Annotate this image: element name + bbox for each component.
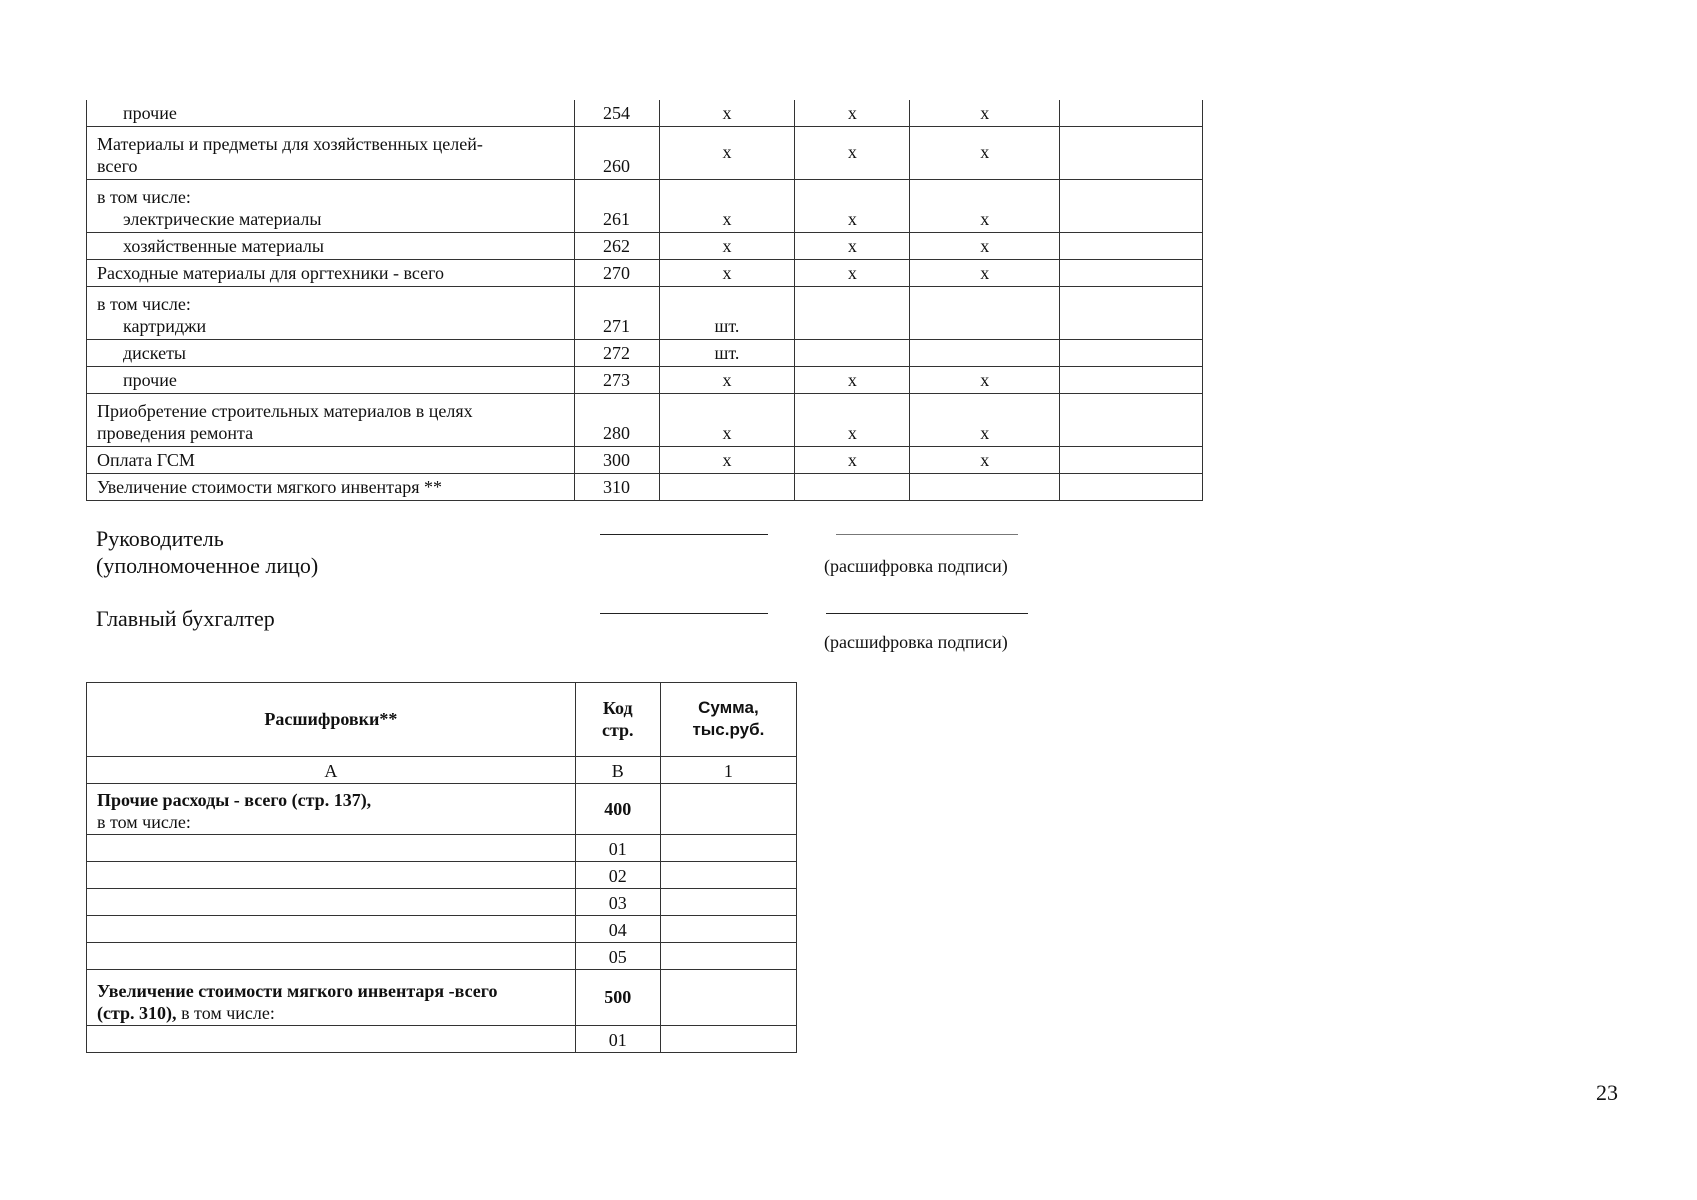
row-col4 [1060, 393, 1203, 446]
breakdown-header-row [87, 683, 797, 757]
row-label-line1: прочие [123, 102, 177, 123]
section1-title: Прочие расходы - всего (стр. 137), [97, 790, 372, 810]
row-label [87, 446, 575, 473]
row-col1: x [659, 366, 795, 393]
header-sum-line1: Сумма, [698, 698, 759, 717]
row-code: 01 [575, 835, 660, 862]
row-sum [660, 916, 796, 943]
row-label-line2: электрические материалы [123, 208, 322, 229]
row-col4 [1060, 473, 1203, 500]
section2-title2: (стр. 310), [97, 1003, 177, 1023]
table-row [87, 835, 797, 862]
row-label-line1: Приобретение строительных материалов в целях [97, 400, 473, 421]
accountant-title: Главный бухгалтер [96, 606, 275, 631]
expenses-table [86, 100, 1203, 501]
row-code: 300 [574, 446, 659, 473]
row-col2: x [795, 100, 910, 126]
row-col3: x [910, 366, 1060, 393]
row-col2: x [795, 179, 910, 232]
row-col4 [1060, 366, 1203, 393]
row-col3: x [910, 393, 1060, 446]
row-col2: x [795, 366, 910, 393]
row-label [87, 366, 575, 393]
row-label-line1: в том числе: [97, 186, 191, 207]
accountant-name-line [826, 613, 1028, 614]
row-code: 254 [574, 100, 659, 126]
head-subtitle: (уполномоченное лицо) [96, 553, 319, 578]
row-col1: x [659, 446, 795, 473]
row-code: 310 [574, 473, 659, 500]
head-signature-line [600, 534, 768, 535]
row-col3 [910, 339, 1060, 366]
row-sum [660, 1026, 796, 1053]
row-label [87, 916, 576, 943]
breakdown-header-code [575, 683, 660, 757]
row-code: 01 [575, 1026, 660, 1053]
row-col3: x [910, 259, 1060, 286]
row-col1: x [659, 393, 795, 446]
row-label-line2: картриджи [123, 315, 207, 336]
row-code: 03 [575, 889, 660, 916]
breakdown-header-label: Расшифровки** [87, 683, 576, 757]
row-col4 [1060, 446, 1203, 473]
row-code: 04 [575, 916, 660, 943]
section2-code: 500 [575, 970, 660, 1026]
row-col2 [795, 473, 910, 500]
row-col2 [795, 339, 910, 366]
letter-c: 1 [660, 757, 796, 784]
table-row [87, 1026, 797, 1053]
row-col3 [910, 473, 1060, 500]
table-row [87, 446, 1203, 473]
section1-sum [660, 784, 796, 835]
row-label [87, 862, 576, 889]
header-code-line1: Код [602, 698, 633, 718]
header-sum-line2: тыс.руб. [692, 720, 765, 739]
row-code: 273 [574, 366, 659, 393]
row-code: 262 [574, 232, 659, 259]
row-label [87, 339, 575, 366]
head-signature-note: (расшифровка подписи) [824, 556, 1008, 576]
row-col1: x [659, 259, 795, 286]
row-col2: x [795, 232, 910, 259]
table-row [87, 126, 1203, 179]
row-col4 [1060, 339, 1203, 366]
row-col4 [1060, 286, 1203, 339]
row-label-line1: хозяйственные материалы [123, 235, 324, 256]
row-label [87, 393, 575, 446]
table-row [87, 179, 1203, 232]
row-label-line1: в том числе: [97, 293, 191, 314]
row-label [87, 1026, 576, 1053]
page-number: 23 [1596, 1080, 1618, 1105]
row-label [87, 835, 576, 862]
section1-label [87, 784, 576, 835]
row-sum [660, 835, 796, 862]
row-label-line1: Увеличение стоимости мягкого инвентаря ** [97, 476, 443, 497]
row-code: 280 [574, 393, 659, 446]
row-col4 [1060, 259, 1203, 286]
section2-subtitle: в том числе: [181, 1003, 275, 1023]
section2-title: Увеличение стоимости мягкого инвентаря -всего [97, 981, 498, 1001]
table-row [87, 339, 1203, 366]
table-row [87, 100, 1203, 126]
row-col4 [1060, 232, 1203, 259]
head-title: Руководитель [96, 526, 224, 551]
row-col1: шт. [659, 286, 795, 339]
row-label-line1: Оплата ГСМ [97, 449, 195, 470]
breakdown-header-sum [660, 683, 796, 757]
section2-rows [87, 1026, 797, 1053]
row-col1: x [659, 100, 795, 126]
row-label [87, 126, 575, 179]
row-label [87, 232, 575, 259]
row-col2: x [795, 446, 910, 473]
row-sum [660, 943, 796, 970]
row-code: 261 [574, 179, 659, 232]
row-col1 [659, 473, 795, 500]
row-code: 272 [574, 339, 659, 366]
table-row [87, 232, 1203, 259]
section2-sum [660, 970, 796, 1026]
letter-a: А [87, 757, 576, 784]
table-row [87, 366, 1203, 393]
table-row [87, 286, 1203, 339]
section1-subtitle: в том числе: [97, 812, 191, 832]
row-label-line1: дискеты [123, 342, 187, 363]
row-col2 [795, 286, 910, 339]
table-row [87, 862, 797, 889]
row-col3: x [910, 179, 1060, 232]
row-code: 271 [574, 286, 659, 339]
expenses-table-body [87, 100, 1203, 500]
row-sum [660, 862, 796, 889]
row-col3: x [910, 446, 1060, 473]
table-row [87, 916, 797, 943]
accountant-signature-note: (расшифровка подписи) [824, 632, 1008, 652]
row-label-line2: всего [97, 155, 138, 176]
section2-row [87, 970, 797, 1026]
table-row [87, 473, 1203, 500]
row-col1: шт. [659, 339, 795, 366]
table-row [87, 889, 797, 916]
row-col1: x [659, 126, 795, 179]
row-col1: x [659, 232, 795, 259]
row-label [87, 179, 575, 232]
row-label-line1: Материалы и предметы для хозяйственных целей- [97, 133, 483, 154]
section1-rows [87, 835, 797, 970]
header-code-line2: стр. [601, 720, 634, 740]
row-col4 [1060, 179, 1203, 232]
row-label-line1: Расходные материалы для оргтехники - всего [97, 262, 445, 283]
row-col2: x [795, 393, 910, 446]
row-label [87, 259, 575, 286]
table-row [87, 393, 1203, 446]
row-col4 [1060, 100, 1203, 126]
row-col3: x [910, 232, 1060, 259]
row-label [87, 286, 575, 339]
row-code: 260 [574, 126, 659, 179]
head-name-line [836, 534, 1018, 535]
row-code: 02 [575, 862, 660, 889]
row-label [87, 889, 576, 916]
section2-label [87, 970, 576, 1026]
breakdown-table [86, 682, 797, 1053]
row-label-line2: проведения ремонта [97, 422, 254, 443]
section1-code: 400 [575, 784, 660, 835]
letter-b: В [575, 757, 660, 784]
row-col3 [910, 286, 1060, 339]
breakdown-letters-row [87, 757, 797, 784]
row-code: 270 [574, 259, 659, 286]
table-row [87, 259, 1203, 286]
row-col4 [1060, 126, 1203, 179]
row-sum [660, 889, 796, 916]
row-label [87, 473, 575, 500]
row-code: 05 [575, 943, 660, 970]
row-label [87, 943, 576, 970]
row-col1: x [659, 179, 795, 232]
row-col3: x [910, 100, 1060, 126]
row-col2: x [795, 259, 910, 286]
row-label-line1: прочие [123, 369, 177, 390]
table-row [87, 943, 797, 970]
row-label [87, 100, 575, 126]
row-col3: x [910, 126, 1060, 179]
row-col2: x [795, 126, 910, 179]
accountant-signature-line [600, 613, 768, 614]
section1-row [87, 784, 797, 835]
